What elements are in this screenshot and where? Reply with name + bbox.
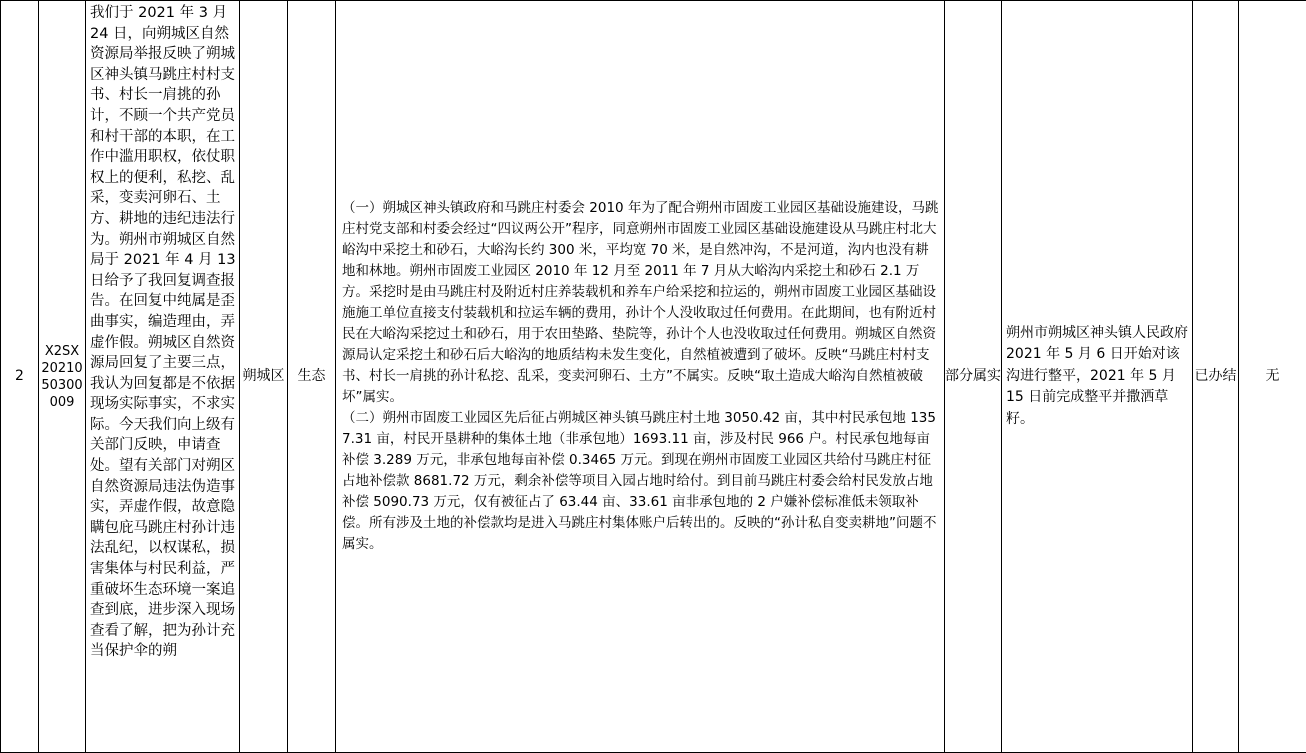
rectification-cell: 朔州市朔城区神头镇人民政府 2021 年 5 月 6 日开始对该沟进行整平，2021 年 5 月 15 日前完成整平并撒洒草籽。 [1002, 1, 1193, 753]
case-id-cell: X2SX2021050300009 [39, 1, 86, 753]
finding-paragraph-2: （二）朔州市固废工业园区先后征占朔城区神头镇马跳庄村土地 3050.42 亩，其中村民承包地 1357.31 亩，村民开垦耕种的集体土地（非承包地）1693.11 亩，涉及村民 966 户。村民承包地每亩补偿 3.289 万元，非承包地每亩补偿 0.3465 万元。到现在朔州市固废工业园区共给付马跳庄村征占地补偿款 8681.72 万元，剩余补偿等项目入园占地时给付。到目前马跳庄村委会给村民发放占地补偿 5090.73 万元，仅有被征占了 63.44 亩、33.61 亩非承包地的 2 户嫌补偿标准低未领取补偿。所有涉及土地的补偿款均是进入马跳庄村集体账户后转出的。反映的“孙计私自变卖耕地”问题不属实。 [342, 410, 937, 552]
table-row [1, 1, 1306, 753]
district-cell: 朔城区 [240, 1, 288, 753]
report-content-cell: 我们于 2021 年 3 月 24 日，向朔城区自然资源局举报反映了朔城区神头镇马跳庄村村支书、村长一肩挑的孙计，不顾一个共产党员和村干部的本职，在工作中滥用职权，依仗职权上的便利，私挖、乱采，变卖河卵石、土方、耕地的违纪违法行为。朔州市朔城区自然局于 2021 年 4 月 13 日给予了我回复调查报告。在回复中纯属是歪曲事实，编造理由，弄虚作假。朔城区自然资源局回复了主要三点，我认为回复都是不依据现场实际事实，不求实际。今天我们向上级有关部门反映，申请查处。望有关部门对朔区自然资源局违法伪造事实，弄虚作假，故意隐瞒包庇马跳庄村孙计违法乱纪，以权谋私，损害集体与村民利益，严重破坏生态环境一案追查到底，进步深入现场查看了解，把为孙计充当保护伞的朔 [86, 1, 240, 753]
seq-cell: 2 [1, 1, 39, 753]
status-cell: 已办结 [1193, 1, 1239, 753]
investigation-findings-cell [336, 1, 945, 753]
verdict-cell: 部分属实 [945, 1, 1002, 753]
category-cell: 生态 [288, 1, 336, 753]
accountability-cell: 无 [1239, 1, 1306, 753]
finding-paragraph-1: （一）朔城区神头镇政府和马跳庄村委会 2010 年为了配合朔州市固废工业园区基础设施建设，马跳庄村党支部和村委会经过“四议两公开”程序，同意朔州市固废工业园区基础设施建设从马跳庄村北大峪沟中采挖土和砂石，大峪沟长约 300 米，平均宽 70 米，是自然冲沟，不是河道，沟内也没有耕地和林地。朔州市固废工业园区 2010 年 12 月至 2011 年 7 月从大峪沟内采挖土和砂石 2.1 万方。采挖时是由马跳庄村及附近村庄养装载机和养车户给采挖和拉运的，朔州市固废工业园区基础设施施工单位直接支付装载机和拉运车辆的费用，孙计个人没收取过任何费用。在此期间，也有附近村民在大峪沟采挖过土和砂石，用于农田垫路、垫院等，孙计个人也没收取过任何费用。朔城区自然资源局认定采挖土和砂石后大峪沟的地质结构未发生变化，自然植被遭到了破坏。反映“马跳庄村村支书、村长一肩挑的孙计私挖、乱采，变卖河卵石、土方”不属实。反映“取土造成大峪沟自然植被破坏”属实。 [342, 200, 939, 405]
